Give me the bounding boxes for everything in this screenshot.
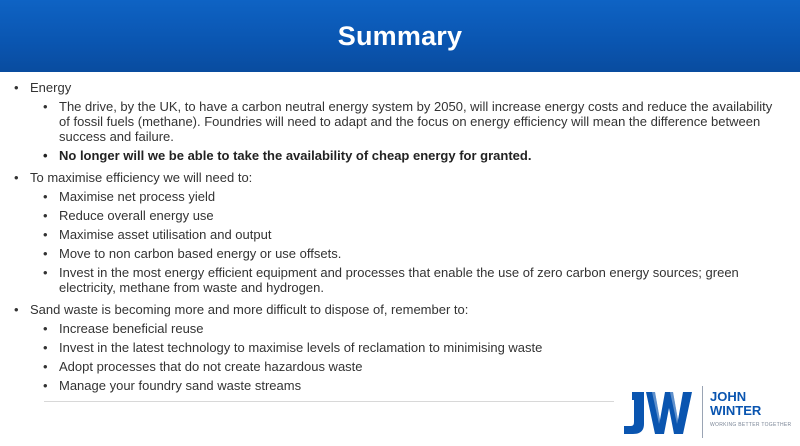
list-item bbox=[12, 208, 782, 223]
list-item bbox=[12, 359, 782, 374]
list-item-text: Increase beneficial reuse bbox=[59, 321, 204, 336]
logo-tagline: WORKING BETTER TOGETHER bbox=[710, 422, 792, 428]
list-item-text: Manage your foundry sand waste streams bbox=[59, 378, 302, 393]
list-item bbox=[12, 321, 782, 336]
logo-wordmark bbox=[710, 390, 761, 418]
section-energy bbox=[12, 80, 782, 95]
list-item bbox=[12, 265, 782, 295]
logo-name-line1: JOHN bbox=[710, 389, 747, 404]
title-bar bbox=[0, 0, 800, 72]
bullet-icon: • bbox=[14, 170, 19, 185]
list-item-text: Invest in the most energy efficient equipment and processes that enable the use of zero carbon energy sources; green electricity, methane from waste and hydrogen. bbox=[59, 265, 739, 295]
bullet-icon: • bbox=[43, 246, 48, 261]
bullet-icon: • bbox=[43, 208, 48, 223]
bullet-icon: • bbox=[43, 265, 48, 280]
bullet-icon: • bbox=[14, 302, 19, 317]
section-heading: To maximise efficiency we will need to: bbox=[30, 170, 253, 185]
bullet-icon: • bbox=[43, 378, 48, 393]
list-item bbox=[12, 227, 782, 242]
list-item bbox=[12, 148, 782, 163]
section-heading: Sand waste is becoming more and more difficult to dispose of, remember to: bbox=[30, 302, 469, 317]
bullet-icon: • bbox=[43, 148, 48, 163]
list-item bbox=[12, 189, 782, 204]
list-item-text: Maximise asset utilisation and output bbox=[59, 227, 272, 242]
logo-separator bbox=[702, 386, 703, 438]
footer-divider bbox=[44, 401, 614, 402]
list-item-text: Adopt processes that do not create hazardous waste bbox=[59, 359, 363, 374]
bullet-icon: • bbox=[43, 189, 48, 204]
list-item-text: No longer will we be able to take the availability of cheap energy for granted. bbox=[59, 148, 532, 163]
list-item-text: Maximise net process yield bbox=[59, 189, 216, 204]
summary-content bbox=[12, 80, 782, 393]
list-item-text: Reduce overall energy use bbox=[59, 208, 214, 223]
jw-logo-mark-icon bbox=[622, 390, 694, 436]
bullet-icon: • bbox=[43, 321, 48, 336]
section-efficiency bbox=[12, 170, 782, 185]
bullet-icon: • bbox=[14, 80, 19, 95]
company-logo bbox=[622, 386, 792, 438]
section-heading: Energy bbox=[30, 80, 72, 95]
bullet-icon: • bbox=[43, 99, 48, 114]
bullet-icon: • bbox=[43, 359, 48, 374]
list-item bbox=[12, 340, 782, 355]
list-item-text: Invest in the latest technology to maximise levels of reclamation to minimising waste bbox=[59, 340, 543, 355]
list-item bbox=[12, 99, 782, 144]
list-item-text: The drive, by the UK, to have a carbon neutral energy system by 2050, will increase energy costs and reduce the availability of fossil fuels (methane). Foundries will need to adapt and the focus on energy efficiency will mean the difference between success and failure. bbox=[59, 99, 773, 144]
list-item bbox=[12, 246, 782, 261]
bullet-icon: • bbox=[43, 340, 48, 355]
bullet-icon: • bbox=[43, 227, 48, 242]
list-item-text: Move to non carbon based energy or use offsets. bbox=[59, 246, 342, 261]
logo-name-line2: WINTER bbox=[710, 403, 762, 418]
section-sand-waste bbox=[12, 302, 782, 317]
page-title: Summary bbox=[337, 20, 463, 51]
